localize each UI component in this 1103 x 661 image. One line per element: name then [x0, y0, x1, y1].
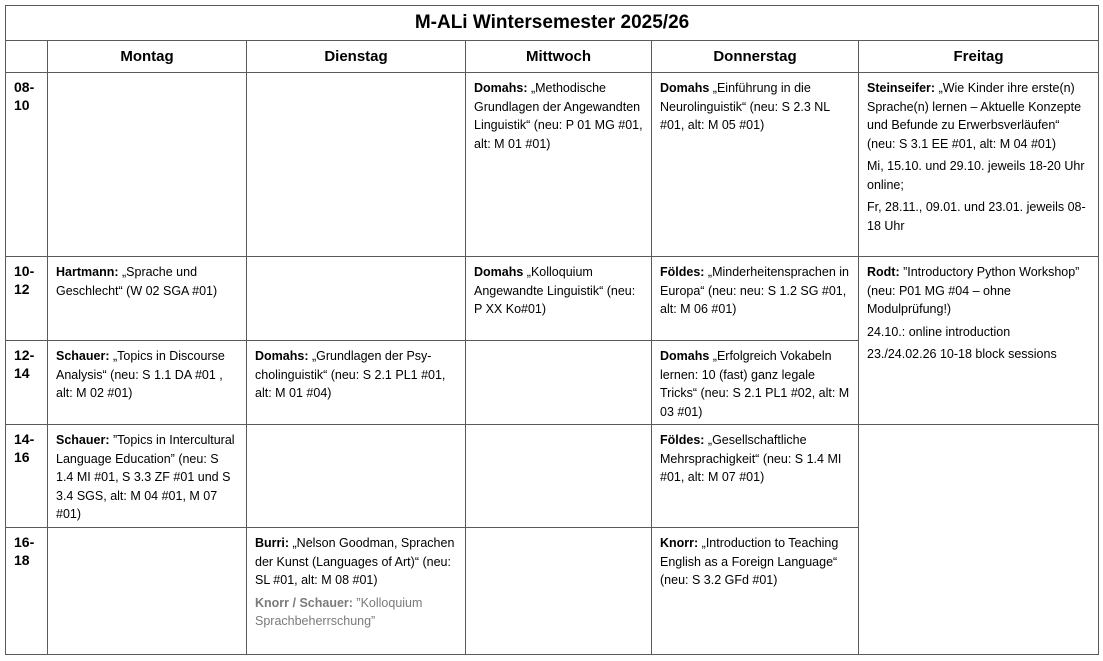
instructor-name: Schauer:: [56, 349, 110, 363]
cell-mittwoch-16: [466, 528, 652, 655]
course-cell: [652, 425, 859, 528]
course-cell: [48, 425, 247, 528]
course-note: 23./24.02.26 10-18 block sessions: [867, 347, 1057, 361]
course-cell: [247, 528, 466, 655]
course-cell: [466, 73, 652, 257]
timeslot-08-10: 08- 10: [6, 73, 48, 257]
course-entry: [660, 79, 850, 135]
course-note: Fr, 28.11., 09.01. und 23.01. jeweils 08-18 Uhr: [867, 200, 1086, 233]
course-entry: [660, 347, 850, 421]
course-entry: [56, 263, 238, 300]
instructor-name: Domahs: [660, 81, 710, 95]
course-cell: [652, 341, 859, 425]
timetable-title: M-ALi Wintersemester 2025/26: [6, 6, 1099, 41]
course-title: „Gesellschaftliche Mehrsprachigkeit“ (neu: S 1.4 MI #01, alt: M 07 #01): [660, 433, 842, 484]
instructor-name: Burri:: [255, 536, 290, 550]
instructor-name: Domahs: [474, 265, 524, 279]
course-title: „Einführung in die Neurolinguistik“ (neu: S 2.3 NL #01, alt: M 05 #01): [660, 81, 830, 132]
instructor-name: Steinseifer:: [867, 81, 936, 95]
timeslot-12-14: 12- 14: [6, 341, 48, 425]
day-header-montag: Montag: [48, 41, 247, 73]
course-entry: [660, 431, 850, 487]
course-title: „Minderheitensprachen in Europa“ (neu: neu: S 1.2 SG #01, alt: M 06 #01): [660, 265, 849, 316]
day-header-donnerstag: Donnerstag: [652, 41, 859, 73]
timeslot-10-12: 10- 12: [6, 257, 48, 341]
course-title: ”Introductory Python Workshop” (neu: P01 MG #04 – ohne Modulprüfung!): [867, 265, 1080, 316]
course-title: „Nelson Goodman, Sprachen der Kunst (Languages of Art)“ (neu: SL #01, alt: M 08 #01): [255, 536, 455, 587]
instructor-name: Domahs:: [474, 81, 528, 95]
instructor-name: Knorr:: [660, 536, 699, 550]
instructor-name: Domahs:: [255, 349, 309, 363]
cell-dienstag-14: [247, 425, 466, 528]
course-entry-secondary: [255, 594, 457, 631]
course-title: „Topics in Discourse Analysis“ (neu: S 1.1 DA #01 , alt: M 02 #01): [56, 349, 225, 400]
course-title: „Wie Kinder ihre erste(n) Sprache(n) lernen – Aktuelle Konzepte und Befunde zu Erwerbsverläufen“ (neu: S 3.1 EE #01, alt: M 04 #01): [867, 81, 1082, 151]
timetable: [5, 5, 1099, 655]
course-note: Mi, 15.10. und 29.10. jeweils 18-20 Uhr online;: [867, 159, 1085, 192]
course-entry: [867, 79, 1090, 153]
cell-freitag-14: [859, 425, 1099, 655]
cell-mittwoch-12: [466, 341, 652, 425]
timeslot-14-16: 14- 16: [6, 425, 48, 528]
day-header-dienstag: Dienstag: [247, 41, 466, 73]
course-cell: [859, 73, 1099, 257]
course-cell: [466, 257, 652, 341]
day-header-freitag: Freitag: [859, 41, 1099, 73]
timeslot-16-18: 16- 18: [6, 528, 48, 655]
course-title: ”Topics in Intercultural Language Education” (neu: S 1.4 MI #01, S 3.3 ZF #01 und S 3.4 SGS, alt: M 04 #01, M 07 #01): [56, 433, 235, 521]
course-entry: [255, 534, 457, 590]
instructor-name: Hartmann:: [56, 265, 119, 279]
course-cell: [652, 528, 859, 655]
instructor-name: Schauer:: [56, 433, 110, 447]
course-cell: [247, 341, 466, 425]
course-entry: [474, 79, 643, 153]
course-title: „Kolloquium Angewandte Linguistik“ (neu: P XX Ko#01): [474, 265, 636, 316]
course-title: „Grundlagen der Psycholinguistik“ (neu: S 2.1 PL1 #01, alt: M 01 #04): [255, 349, 446, 400]
instructor-name: Földes:: [660, 433, 705, 447]
course-title: „Sprache und Geschlecht“ (W 02 SGA #01): [56, 265, 218, 298]
cell-mittwoch-14: [466, 425, 652, 528]
course-note: 24.10.: online introduction: [867, 324, 1011, 339]
course-entry: [56, 431, 238, 524]
instructor-name: Rodt:: [867, 265, 900, 279]
course-title: „Methodische Grundlagen der Angewandten Linguistik“ (neu: P 01 MG #01, alt: M 01 #01): [474, 81, 643, 151]
course-entry: [474, 263, 643, 319]
course-title: „Introduction to Teaching English as a Foreign Language“ (neu: S 3.2 GFd #01): [660, 536, 839, 587]
cell-dienstag-10: [247, 257, 466, 341]
course-entry: [660, 263, 850, 319]
course-title: ”Kolloquium Sprachbeherrschung”: [255, 595, 423, 628]
instructor-name: Földes:: [660, 265, 705, 279]
course-cell: [652, 257, 859, 341]
course-entry: [255, 347, 457, 403]
day-header-mittwoch: Mittwoch: [466, 41, 652, 73]
cell-dienstag-08: [247, 73, 466, 257]
cell-montag-16: [48, 528, 247, 655]
course-entry: [56, 347, 238, 403]
course-entry: [867, 263, 1090, 319]
corner-cell: [6, 41, 48, 73]
instructor-name: Knorr / Schauer:: [255, 595, 353, 610]
course-cell: [48, 341, 247, 425]
instructor-name: Domahs: [660, 349, 710, 363]
cell-montag-08: [48, 73, 247, 257]
course-title: „Erfolgreich Vokabeln lernen: 10 (fast) ganz legale Tricks“ (neu: S 2.1 PL1 #02, alt: M 03 #01): [660, 349, 850, 419]
course-cell: [859, 257, 1099, 425]
schedule-document: [5, 5, 1098, 655]
course-entry: [660, 534, 850, 590]
course-cell: [652, 73, 859, 257]
course-cell: [48, 257, 247, 341]
